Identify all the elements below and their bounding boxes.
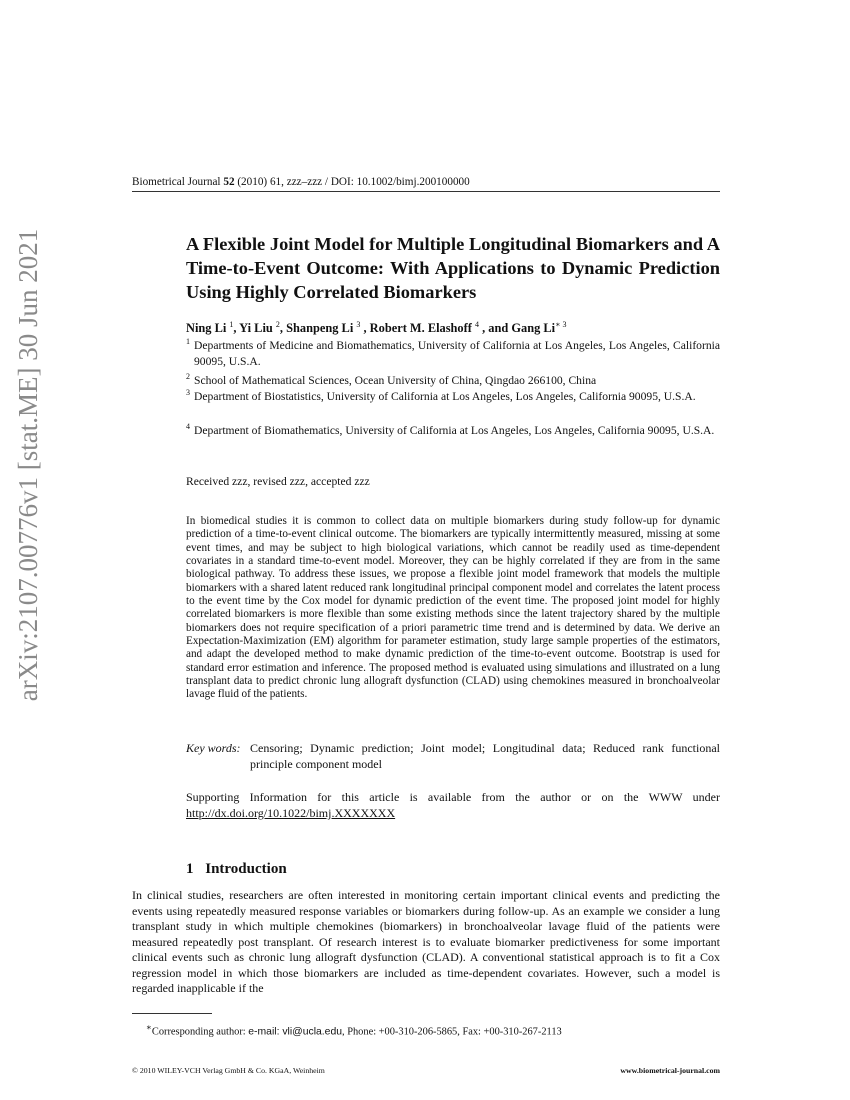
- received-dates: Received zzz, revised zzz, accepted zzz: [186, 475, 370, 488]
- supporting-link[interactable]: http://dx.doi.org/10.1022/bimj.XXXXXXX: [186, 806, 396, 820]
- keywords: [186, 740, 720, 772]
- running-head-rest: (2010) 61, zzz–zzz / DOI: 10.1002/bimj.200100000: [234, 176, 470, 188]
- affiliation-text: School of Mathematical Sciences, Ocean University of China, Qingdao 266100, China: [194, 374, 597, 387]
- intro-paragraph: In clinical studies, researchers are often interested in monitoring certain important clinical events and predicting the events using repeatedly measured response variables or biomarkers during follow-up. As an example we consider a lung transplant study in which multiple chemokines (biomarkers) in bronchoalveolar lavage fluid of the patients were measured repeatedly post transplant. Of research interest is to evaluate biomarker predictiveness for some important clinical events such as chronic lung allograft dysfunction (CLAD). A conventional statistical approach is to fit a Cox regression model in which those biomarkers are included as time-dependent covariates. However, such a model is regarded inapplicable if the: [132, 888, 720, 995]
- footnote-email[interactable]: vli@ucla.edu: [282, 1026, 343, 1038]
- arxiv-side-stamp: arXiv:2107.00776v1 [stat.ME] 30 Jun 2021: [13, 228, 43, 702]
- affiliation: [186, 389, 720, 405]
- keywords-text: Censoring; Dynamic prediction; Joint model; Longitudinal data; Reduced rank functional principle component model: [250, 741, 720, 771]
- section-heading: [186, 860, 287, 878]
- affiliation-number: 3: [186, 388, 190, 397]
- keywords-label: Key words:: [186, 741, 241, 755]
- affiliation-number: 1: [186, 337, 190, 346]
- supporting-text: Supporting Information for this article is available from the author or on the WWW under: [186, 790, 720, 804]
- header-rule: [132, 191, 720, 192]
- journal-url[interactable]: www.biometrical-journal.com: [620, 1066, 720, 1075]
- author: Yi Liu $^2$: [239, 320, 280, 336]
- author: Ning Li $^1$: [186, 320, 234, 336]
- author: Gang $Li^{∗ 3}$: [511, 320, 567, 336]
- affiliation-text: Department of Biomathematics, University of California at Los Angeles, Los Angeles, California 90095, U.S.A.: [194, 424, 715, 437]
- author: Shanpeng Li $^3$: [286, 320, 361, 336]
- footnote-mark: ∗: [146, 1022, 152, 1032]
- author-list: Ning Li $^1$, Yi Liu $^2$, Shanpeng Li $^3$ , Robert M. Elashoff $^4$ , and Gang $Li^{∗ 3}$: [186, 320, 567, 336]
- footnote: [146, 1021, 726, 1038]
- abstract: In biomedical studies it is common to collect data on multiple biomarkers during study follow-up for dynamic prediction of a time-to-event clinical outcome. The biomarkers are typically intermittently measured, missing at some event times, and may be subject to high biological variations, which cannot be readily used as time-dependent covariates in a standard time-to-event model. Moreover, they can be highly correlated if they are from in the same biological pathway. To address these issues, we propose a flexible joint model framework that models the multiple biomarkers with a shared latent reduced rank longitudinal principal component model and correlates the latent process to the event time by the Cox model for dynamic prediction of the event time. The proposed joint model for highly correlated biomarkers is more flexible than some existing methods since the latent trajectory shared by the multiple biomarkers does not require specification of a priori parametric time trend and is determined by data. We derive an Expectation-Maximization (EM) algorithm for parameter estimation, study large sample properties of the estimators, and adapt the developed method to make dynamic prediction of the time-to-event outcome. Bootstrap is used for standard error estimation and inference. The proposed method is evaluated using simulations and illustrated on a lung transplant data to predict chronic lung allograft dysfunction (CLAD) using chemokines measured in bronchoalveolar lavage fluid of the patients.: [186, 515, 720, 701]
- supporting-information: [186, 789, 720, 821]
- footnote-phone: , Phone: +00-310-206-5865, Fax: +00-310-267-2113: [342, 1026, 562, 1038]
- affiliation-number: 2: [186, 372, 190, 381]
- affiliation: [186, 373, 720, 389]
- affiliation-text: Departments of Medicine and Biomathematics, University of California at Los Angeles, Los Angeles, California 90095, U.S.A.: [194, 339, 720, 368]
- affiliation: [186, 338, 720, 370]
- affiliation-number: 4: [186, 422, 190, 431]
- footnote-rule: [132, 1013, 212, 1014]
- footnote-lead: Corresponding author:: [151, 1026, 249, 1038]
- paper-title: A Flexible Joint Model for Multiple Longitudinal Biomarkers and A Time-to-Event Outcome: With Applications to Dynamic Prediction Using Highly Correlated Biomarkers: [186, 234, 720, 302]
- running-head: [132, 175, 720, 189]
- section-title: Introduction: [205, 861, 287, 877]
- affiliation: [186, 423, 720, 439]
- author: Robert M. Elashoff $^4$: [369, 320, 479, 336]
- running-head-volume: 52: [223, 176, 235, 188]
- affiliation-text: Department of Biostatistics, University of California at Los Angeles, Los Angeles, California 90095, U.S.A.: [194, 390, 696, 403]
- footnote-email-label: e-mail:: [248, 1026, 283, 1038]
- copyright: © 2010 WILEY-VCH Verlag GmbH & Co. KGaA, Weinheim: [132, 1066, 325, 1075]
- section-number: 1: [186, 861, 194, 877]
- running-head-prefix: Biometrical Journal: [132, 176, 224, 188]
